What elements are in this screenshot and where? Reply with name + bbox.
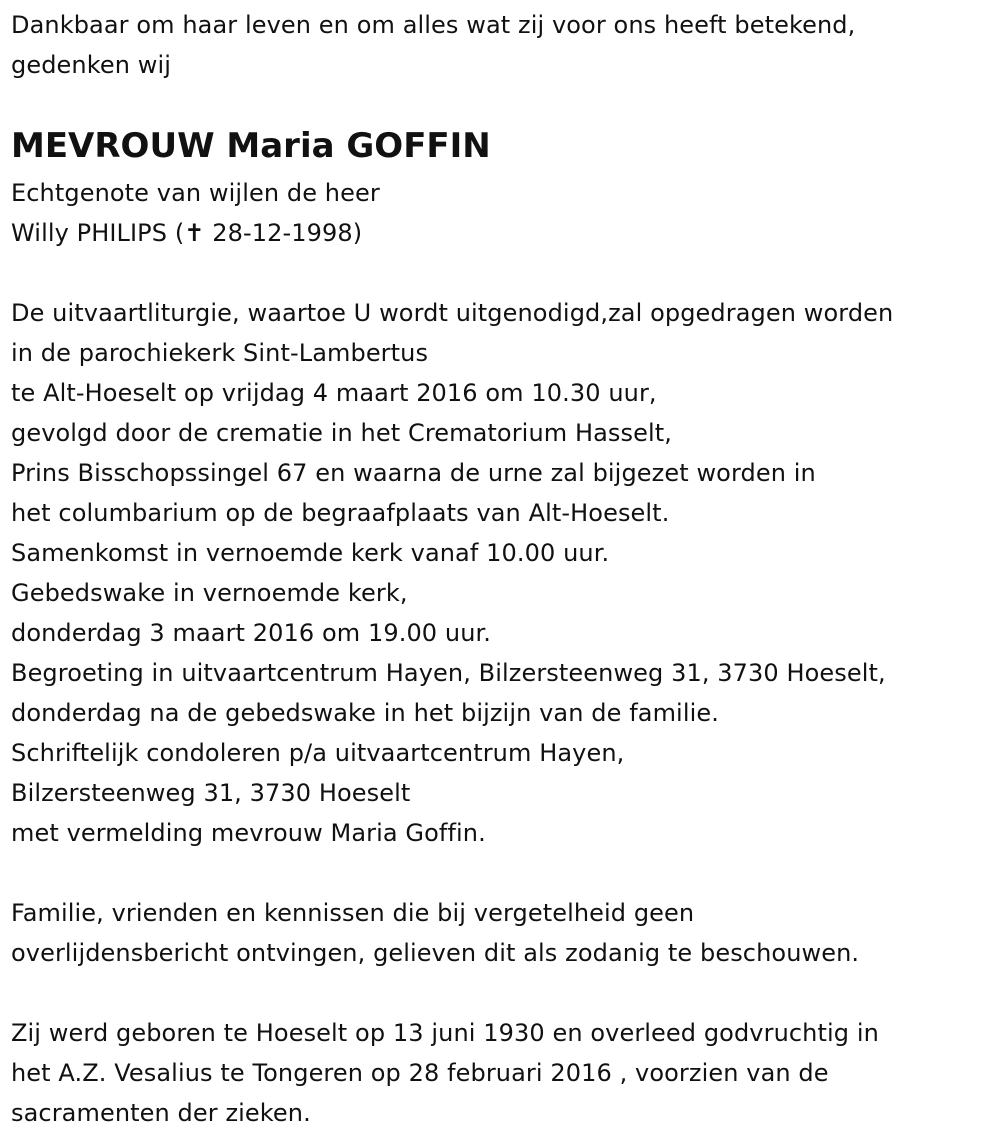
ceremony-line-1: De uitvaartliturgie, waartoe U wordt uitgenodigd,zal opgedragen worden [11, 299, 894, 327]
ceremony-line-13: Bilzersteenweg 31, 3730 Hoeselt [11, 779, 411, 807]
ceremony-line-2: in de parochiekerk Sint-Lambertus [11, 339, 429, 367]
intro-line-2: gedenken wij [11, 51, 172, 79]
ceremony-line-11: donderdag na de gebedswake in het bijzijn van de familie. [11, 699, 719, 727]
intro-line-1: Dankbaar om haar leven en om alles wat zij voor ons heeft betekend, [11, 11, 856, 39]
birth-death-line-2: het A.Z. Vesalius te Tongeren op 28 februari 2016 , voorzien van de [11, 1059, 829, 1087]
deceased-name: MEVROUW Maria GOFFIN [11, 126, 491, 166]
ceremony-line-4: gevolgd door de crematie in het Crematorium Hasselt, [11, 419, 672, 447]
ceremony-line-14: met vermelding mevrouw Maria Goffin. [11, 819, 486, 847]
ceremony-line-6: het columbarium op de begraafplaats van Alt-Hoeselt. [11, 499, 670, 527]
ceremony-line-10: Begroeting in uitvaartcentrum Hayen, Bilzersteenweg 31, 3730 Hoeselt, [11, 659, 886, 687]
ceremony-line-5: Prins Bisschopssingel 67 en waarna de urne zal bijgezet worden in [11, 459, 816, 487]
birth-death-line-1: Zij werd geboren te Hoeselt op 13 juni 1930 en overleed godvruchtig in [11, 1019, 879, 1047]
spouse-line-1: Echtgenote van wijlen de heer [11, 179, 380, 207]
family-note-line-2: overlijdensbericht ontvingen, gelieven dit als zodanig te beschouwen. [11, 939, 860, 967]
family-note-line-1: Familie, vrienden en kennissen die bij vergetelheid geen [11, 899, 695, 927]
ceremony-line-12: Schriftelijk condoleren p/a uitvaartcentrum Hayen, [11, 739, 625, 767]
ceremony-line-3: te Alt-Hoeselt op vrijdag 4 maart 2016 om 10.30 uur, [11, 379, 657, 407]
birth-death-line-3: sacramenten der zieken. [11, 1099, 311, 1127]
spouse-line-2: Willy PHILIPS (✝ 28-12-1998) [11, 219, 363, 247]
ceremony-line-9: donderdag 3 maart 2016 om 19.00 uur. [11, 619, 492, 647]
ceremony-line-8: Gebedswake in vernoemde kerk, [11, 579, 408, 607]
ceremony-line-7: Samenkomst in vernoemde kerk vanaf 10.00 uur. [11, 539, 610, 567]
